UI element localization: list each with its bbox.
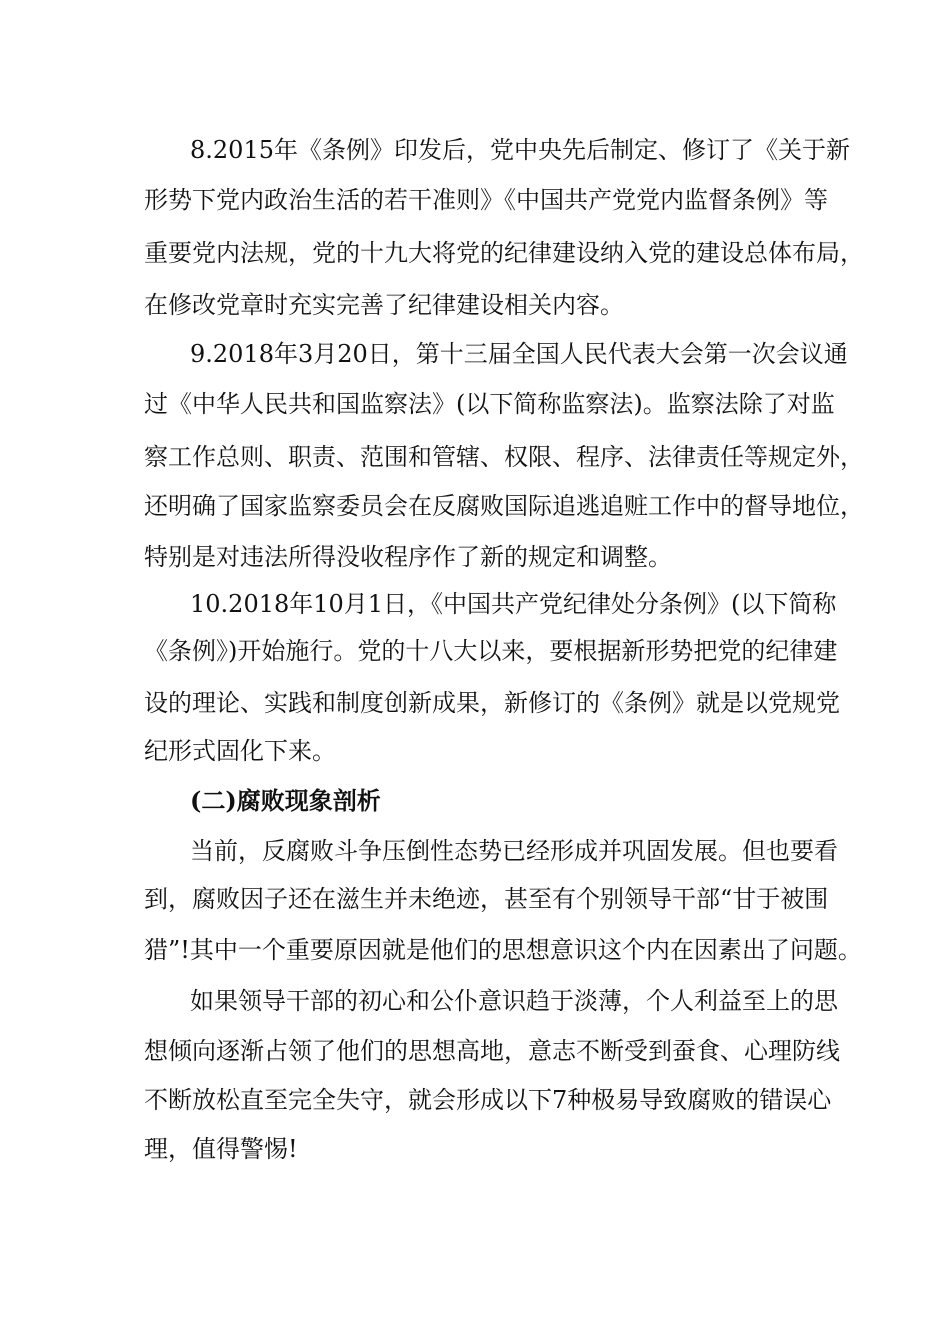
paragraph-leaders-line-2: 想倾向逐渐占领了他们的思想高地，意志不断受到蚕食、心理防线	[144, 1037, 840, 1065]
paragraph-8-line-1: 8.2015年《条例》印发后，党中央先后制定、修订了《关于新	[190, 136, 850, 164]
paragraph-9-line-4: 还明确了国家监察委员会在反腐败国际追逃追赃工作中的督导地位，	[144, 492, 864, 520]
paragraph-10-line-3: 设的理论、实践和制度创新成果，新修订的《条例》就是以党规党	[144, 689, 840, 717]
paragraph-8-line-4: 在修改党章时充实完善了纪律建设相关内容。	[144, 291, 624, 319]
paragraph-leaders-line-3: 不断放松直至完全失守，就会形成以下7种极易导致腐败的错误心	[144, 1086, 832, 1114]
paragraph-current-line-3: 猎”!其中一个重要原因就是他们的思想意识这个内在因素出了问题。	[144, 936, 862, 964]
paragraph-9-line-1: 9.2018年3月20日，第十三届全国人民代表大会第一次会议通	[190, 340, 848, 368]
paragraph-leaders-line-4: 理，值得警惕!	[144, 1135, 298, 1163]
section-heading: (二)腐败现象剖析	[190, 786, 381, 815]
paragraph-current-line-2: 到，腐败因子还在滋生并未绝迹，甚至有个别领导干部“甘于被围	[144, 885, 829, 913]
paragraph-10-line-2: 《条例》)开始施行。党的十八大以来，要根据新形势把党的纪律建	[144, 637, 838, 665]
paragraph-10-line-4: 纪形式固化下来。	[144, 737, 336, 765]
paragraph-leaders-line-1: 如果领导干部的初心和公仆意识趋于淡薄，个人利益至上的思	[190, 987, 838, 1015]
paragraph-9-line-2: 过《中华人民共和国监察法》(以下简称监察法)。监察法除了对监	[144, 390, 835, 418]
paragraph-8-line-3: 重要党内法规，党的十九大将党的纪律建设纳入党的建设总体布局，	[144, 239, 864, 267]
paragraph-9-line-3: 察工作总则、职责、范围和管辖、权限、程序、法律责任等规定外，	[144, 443, 864, 471]
paragraph-10-line-1: 10.2018年10月1日，《中国共产党纪律处分条例》(以下简称	[190, 590, 837, 618]
paragraph-9-line-5: 特别是对违法所得没收程序作了新的规定和调整。	[144, 543, 672, 571]
paragraph-current-line-1: 当前，反腐败斗争压倒性态势已经形成并巩固发展。但也要看	[190, 837, 838, 865]
paragraph-8-line-2: 形势下党内政治生活的若干准则》《中国共产党党内监督条例》等	[144, 186, 828, 214]
